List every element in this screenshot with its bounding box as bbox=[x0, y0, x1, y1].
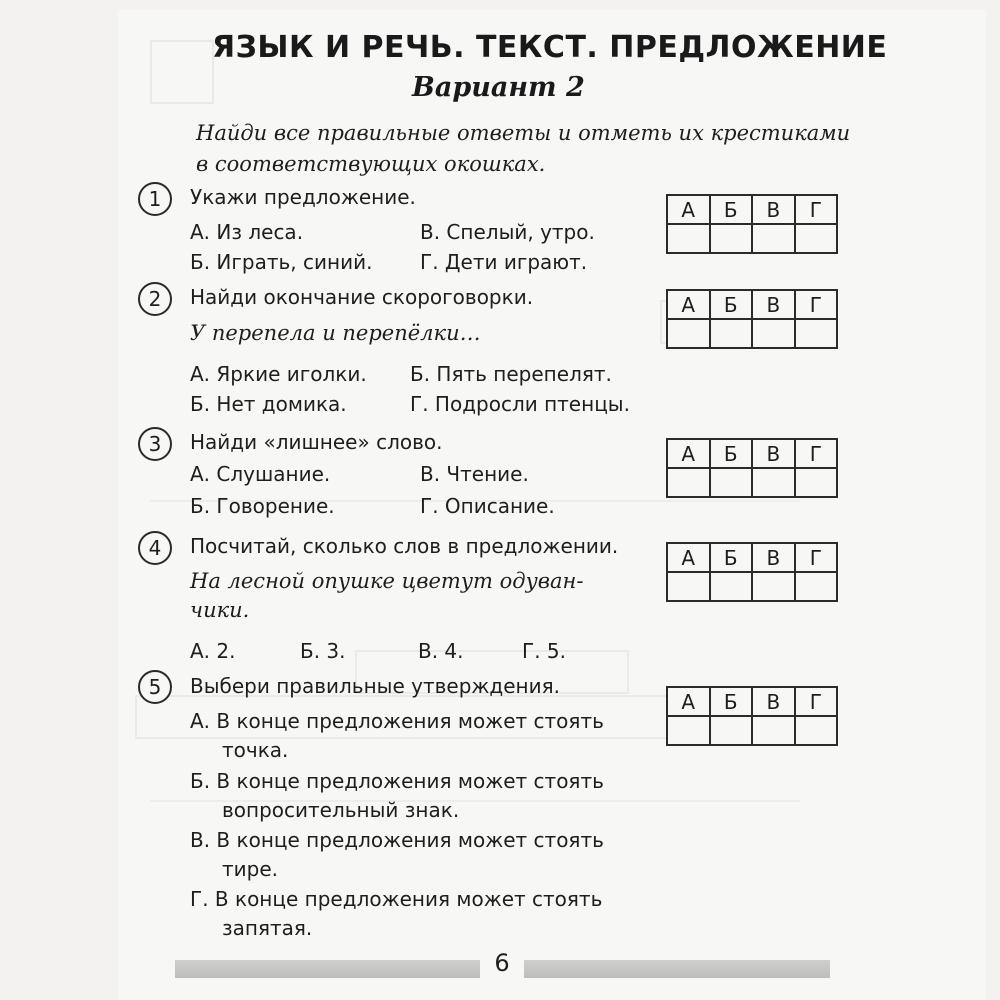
answer-letter-a: А bbox=[667, 290, 710, 319]
question-3-number: 3 bbox=[138, 427, 172, 461]
answer-letter-b: Б bbox=[710, 195, 753, 224]
question-1-number: 1 bbox=[138, 182, 172, 216]
answer-box-b[interactable] bbox=[710, 468, 753, 497]
answer-letter-v: В bbox=[752, 290, 795, 319]
question-2-example: У перепела и перепёлки… bbox=[190, 321, 481, 345]
answer-box-a[interactable] bbox=[667, 716, 710, 745]
answer-letter-b: Б bbox=[710, 290, 753, 319]
question-5-option-v-line1: В. В конце предложения может стоять bbox=[190, 828, 604, 852]
question-3-option-a: А. Слушание. bbox=[190, 462, 331, 486]
question-1-option-v: В. Спелый, утро. bbox=[420, 220, 595, 244]
question-4-example-line2: чики. bbox=[190, 598, 250, 622]
question-2-option-b1: Б. Пять перепелят. bbox=[410, 362, 612, 386]
answer-box-g[interactable] bbox=[795, 716, 837, 745]
question-5-answer-grid bbox=[666, 686, 838, 746]
question-4-option-v: В. 4. bbox=[418, 639, 464, 663]
question-5-option-a-line2: точка. bbox=[222, 738, 289, 762]
question-5-option-v-line2: тире. bbox=[222, 857, 279, 881]
answer-letter-b: Б bbox=[710, 439, 753, 468]
question-2-prompt: Найди окончание скороговорки. bbox=[190, 285, 534, 309]
question-2-option-g: Г. Подросли птенцы. bbox=[410, 392, 630, 416]
answer-box-b[interactable] bbox=[710, 572, 753, 601]
answer-box-g[interactable] bbox=[795, 319, 837, 348]
question-3-option-b: Б. Говорение. bbox=[190, 494, 335, 518]
question-2-option-b2: Б. Нет домика. bbox=[190, 392, 347, 416]
answer-letter-v: В bbox=[752, 195, 795, 224]
answer-box-a[interactable] bbox=[667, 468, 710, 497]
question-1-prompt: Укажи предложение. bbox=[190, 185, 416, 209]
question-5-option-g-line1: Г. В конце предложения может стоять bbox=[190, 887, 603, 911]
question-4-example-line1: На лесной опушке цветут одуван- bbox=[190, 569, 584, 593]
question-4-number: 4 bbox=[138, 531, 172, 565]
question-2-number: 2 bbox=[138, 282, 172, 316]
answer-letter-v: В bbox=[752, 687, 795, 716]
answer-letter-a: А bbox=[667, 195, 710, 224]
answer-letter-a: А bbox=[667, 439, 710, 468]
question-2-answer-grid bbox=[666, 289, 838, 349]
answer-box-b[interactable] bbox=[710, 716, 753, 745]
answer-letter-v: В bbox=[752, 543, 795, 572]
answer-letter-g: Г bbox=[795, 439, 837, 468]
question-2-option-a: А. Яркие иголки. bbox=[190, 362, 367, 386]
answer-letter-v: В bbox=[752, 439, 795, 468]
question-1-answer-grid bbox=[666, 194, 838, 254]
answer-box-g[interactable] bbox=[795, 224, 837, 253]
answer-letter-a: А bbox=[667, 543, 710, 572]
question-1-option-b: Б. Играть, синий. bbox=[190, 250, 373, 274]
answer-box-v[interactable] bbox=[752, 224, 795, 253]
page-title: ЯЗЫК И РЕЧЬ. ТЕКСТ. ПРЕДЛОЖЕНИЕ bbox=[212, 30, 888, 65]
question-1-option-g: Г. Дети играют. bbox=[420, 250, 588, 274]
question-1-option-a: А. Из леса. bbox=[190, 220, 304, 244]
question-3-option-v: В. Чтение. bbox=[420, 462, 529, 486]
answer-box-g[interactable] bbox=[795, 572, 837, 601]
answer-letter-b: Б bbox=[710, 687, 753, 716]
question-5-prompt: Выбери правильные утверждения. bbox=[190, 674, 560, 698]
answer-letter-b: Б bbox=[710, 543, 753, 572]
answer-letter-g: Г bbox=[795, 687, 837, 716]
question-5-number: 5 bbox=[138, 670, 172, 704]
answer-box-v[interactable] bbox=[752, 716, 795, 745]
page-number: 6 bbox=[480, 946, 524, 980]
answer-letter-g: Г bbox=[795, 195, 837, 224]
question-4-option-a: А. 2. bbox=[190, 639, 236, 663]
question-4-answer-grid bbox=[666, 542, 838, 602]
answer-box-b[interactable] bbox=[710, 224, 753, 253]
question-3-prompt: Найди «лишнее» слово. bbox=[190, 430, 443, 454]
question-4-option-g: Г. 5. bbox=[522, 639, 566, 663]
question-4-prompt: Посчитай, сколько слов в предложении. bbox=[190, 534, 619, 558]
question-5-option-a-line1: А. В конце предложения может стоять bbox=[190, 709, 604, 733]
question-4-option-b: Б. 3. bbox=[300, 639, 346, 663]
answer-box-g[interactable] bbox=[795, 468, 837, 497]
answer-box-a[interactable] bbox=[667, 224, 710, 253]
question-5-option-b-line2: вопросительный знак. bbox=[222, 798, 460, 822]
instruction-text: Найди все правильные ответы и отметь их крестиками в соответствующих окошках. bbox=[196, 121, 851, 176]
answer-box-b[interactable] bbox=[710, 319, 753, 348]
answer-box-a[interactable] bbox=[667, 319, 710, 348]
question-3-option-g: Г. Описание. bbox=[420, 494, 555, 518]
question-3-answer-grid bbox=[666, 438, 838, 498]
question-5-option-b-line1: Б. В конце предложения может стоять bbox=[190, 769, 604, 793]
answer-box-v[interactable] bbox=[752, 319, 795, 348]
answer-letter-g: Г bbox=[795, 290, 837, 319]
answer-box-v[interactable] bbox=[752, 468, 795, 497]
answer-box-a[interactable] bbox=[667, 572, 710, 601]
answer-letter-a: А bbox=[667, 687, 710, 716]
question-5-option-g-line2: запятая. bbox=[222, 916, 313, 940]
answer-letter-g: Г bbox=[795, 543, 837, 572]
answer-box-v[interactable] bbox=[752, 572, 795, 601]
variant-heading: Вариант 2 bbox=[412, 72, 585, 103]
